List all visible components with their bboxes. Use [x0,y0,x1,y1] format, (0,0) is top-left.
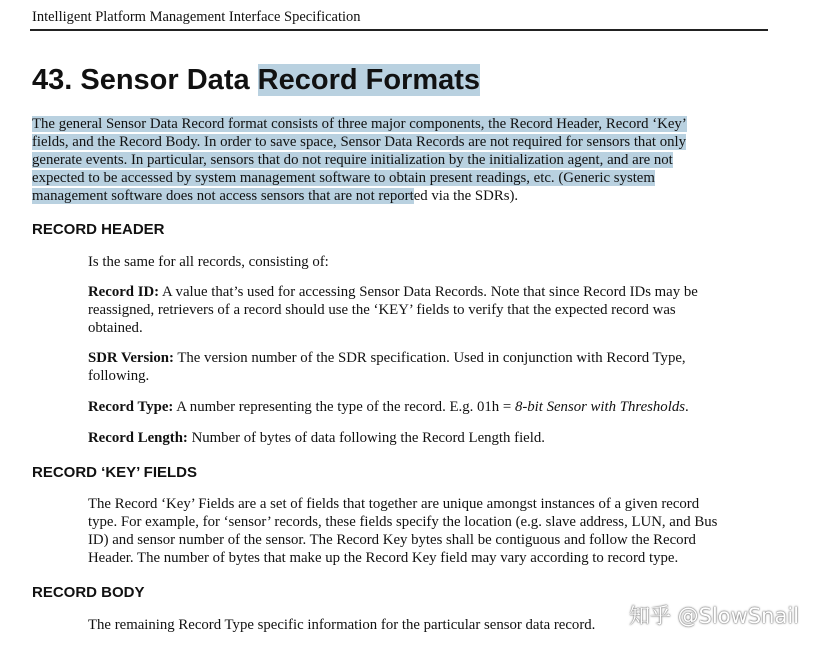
record-id-def [88,283,698,337]
page-title [32,64,480,97]
term: Record Length: [88,430,188,446]
def-text: Number of bytes of data following the Record Length field. [187,430,545,446]
record-type-def [88,398,689,416]
def-italic: 8-bit Sensor with Thresholds [514,399,685,415]
record-length-def [88,429,545,447]
title-highlighted: Record Formats [257,64,481,96]
intro-line-end: ed via the SDRs). [413,188,519,204]
intro-line: expected to be accessed by system management software to obtain present readings, etc. (Generic system [32,170,655,186]
intro-line: generate events. In particular, sensors that do not require initialization by the initialization agent, and are not [32,152,673,168]
intro-line: The general Sensor Data Record format consists of three major components, the Record Header, Record ‘Key’ [32,116,687,132]
intro-paragraph [32,115,687,205]
def-text: following. [88,368,150,384]
def-text: obtained. [88,320,143,336]
intro-line: management software does not access sensors that are not report [32,188,414,204]
body-paragraph: The remaining Record Type specific information for the particular sensor data record. [88,617,596,633]
para-line: Header. The number of bytes that make up the Record Key field may vary according to record type. [88,550,679,566]
heading-record-header: RECORD HEADER [32,221,165,238]
def-text: The version number of the SDR specification. Used in conjunction with Record Type, [173,350,686,366]
header-lead: Is the same for all records, consisting of: [88,254,329,270]
sdr-version-def [88,349,686,385]
para-line: The Record ‘Key’ Fields are a set of fields that together are unique amongst instances of a given record [88,496,700,512]
def-text: reassigned, retrievers of a record should use the ‘KEY’ fields to verify that the expected record was [88,302,676,318]
term: SDR Version: [88,350,174,366]
def-text: A value that’s used for accessing Sensor Data Records. Note that since Record IDs may be [159,284,698,300]
running-header: Intelligent Platform Management Interface Specification [32,9,361,25]
para-line: ID) and sensor number of the sensor. The Record Key bytes shall be contiguous and follow the Record [88,532,696,548]
term: Record Type: [88,399,174,415]
heading-record-key: RECORD ‘KEY’ FIELDS [32,464,198,481]
def-text: . [684,399,689,415]
header-rule [30,29,768,31]
para-line: type. For example, for ‘sensor’ records, these fields specify the location (e.g. slave address, LUN, and Bus [88,514,718,530]
watermark: 知乎 @SlowSnail [628,604,799,628]
term: Record ID: [88,284,160,300]
heading-record-body: RECORD BODY [32,584,145,601]
intro-line: fields, and the Record Body. In order to save space, Sensor Data Records are not required for sensors that only [32,134,687,150]
key-paragraph [88,495,717,567]
def-text: A number representing the type of the record. E.g. 01h = [173,399,515,415]
title-plain: 43. Sensor Data [32,64,258,96]
